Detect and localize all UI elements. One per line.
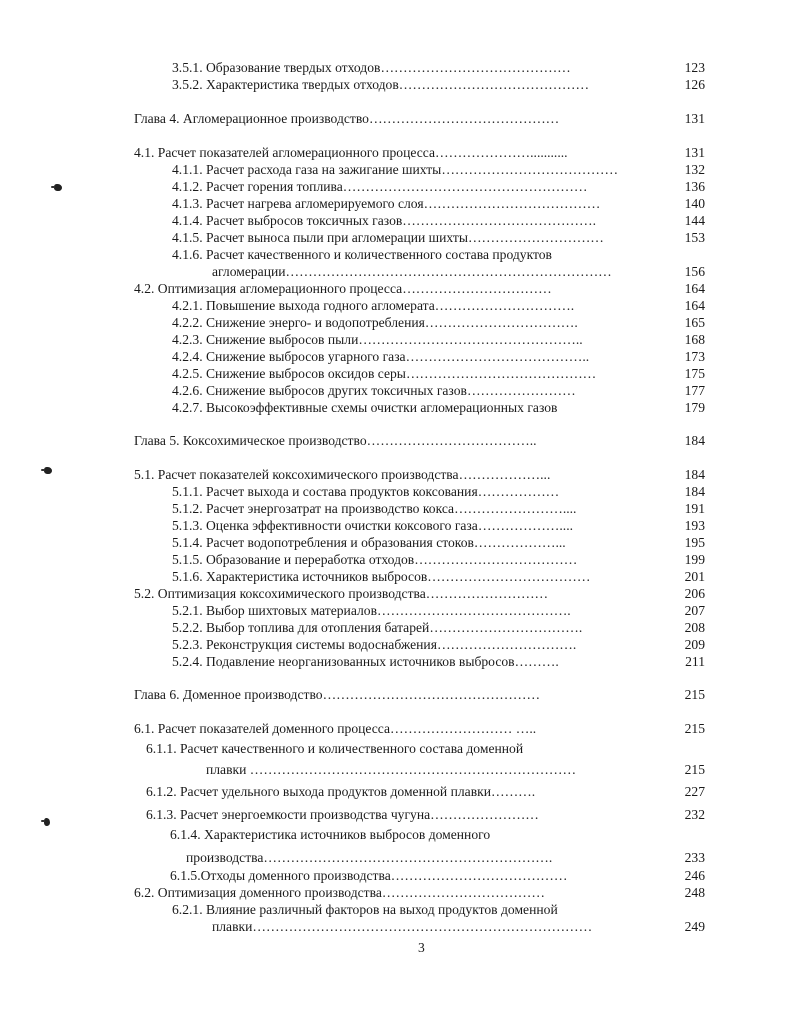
toc-chapter-5: Глава 5. Коксохимическое производство……………………………….. bbox=[134, 433, 537, 448]
toc-entry-4-2-7: 4.2.7. Высокоэффективные схемы очистки агломерационных газов bbox=[172, 400, 558, 415]
toc-entry-4-1: 4.1. Расчет показателей агломерационного процесса…………………........... bbox=[134, 145, 568, 160]
toc-entry-6-1-2: 6.1.2. Расчет удельного выхода продуктов доменной плавки………. bbox=[146, 784, 536, 799]
toc-entry-5-2-4: 5.2.4. Подавление неорганизованных источников выбросов………. bbox=[172, 654, 559, 669]
toc-page-num: 201 bbox=[684, 569, 705, 584]
toc-entry-4-2-6: 4.2.6. Снижение выбросов других токсичных газов…………………… bbox=[172, 383, 576, 398]
toc-page-num: 248 bbox=[684, 885, 705, 900]
toc-entry-5-1-3: 5.1.3. Оценка эффективности очистки коксового газа……………….... bbox=[172, 518, 573, 533]
toc-page-num: 246 bbox=[684, 868, 705, 883]
toc-entry-5-2-3: 5.2.3. Реконструкция системы водоснабжения…………………………. bbox=[172, 637, 577, 652]
toc-chapter-6: Глава 6. Доменное производство………………………………………… bbox=[134, 687, 541, 702]
toc-page-num: 208 bbox=[684, 620, 705, 635]
toc-page-num: 227 bbox=[684, 784, 705, 799]
toc-entry-6-1-1: 6.1.1. Расчет качественного и количественного состава доменной bbox=[146, 741, 524, 756]
toc-page-num: 173 bbox=[684, 349, 705, 364]
scan-speck bbox=[44, 818, 50, 826]
toc-entry-5-2-1: 5.2.1. Выбор шихтовых материалов……………………………………. bbox=[172, 603, 571, 618]
toc-entry-6-2: 6.2. Оптимизация доменного производства……………………………… bbox=[134, 885, 545, 900]
toc-chapter-4: Глава 4. Агломерационное производство…………………………………… bbox=[134, 111, 560, 126]
toc-entry-4-1-3: 4.1.3. Расчет нагрева агломерируемого слоя………………………………… bbox=[172, 196, 601, 211]
toc-entry-4-1-2: 4.1.2. Расчет горения топлива……………………………………………… bbox=[172, 179, 588, 194]
toc-page-num: 215 bbox=[684, 721, 705, 736]
toc-entry-5-1-6: 5.1.6. Характеристика источников выбросов……………………………… bbox=[172, 569, 591, 584]
toc-entry-5-2-2: 5.2.2. Выбор топлива для отопления батарей……………………………. bbox=[172, 620, 583, 635]
toc-entry-5-1-1: 5.1.1. Расчет выхода и состава продуктов коксования……………… bbox=[172, 484, 560, 499]
toc-page-num: 215 bbox=[684, 687, 705, 702]
toc-entry-4-1-6: 4.1.6. Расчет качественного и количественного состава продуктов bbox=[172, 247, 552, 262]
toc-entry-4-2-4: 4.2.4. Снижение выбросов угарного газа………………………………….. bbox=[172, 349, 590, 364]
toc-entry-6-1-4: 6.1.4. Характеристика источников выбросов доменного bbox=[170, 827, 491, 842]
toc-entry-6-2-1: 6.2.1. Влияние различный факторов на выход продуктов доменной bbox=[172, 902, 558, 917]
toc-page-num: 215 bbox=[684, 762, 705, 777]
toc-page-num: 211 bbox=[685, 654, 705, 669]
toc-entry-5-1-5: 5.1.5. Образование и переработка отходов……………………………… bbox=[172, 552, 578, 567]
toc-entry-4-2-5: 4.2.5. Снижение выбросов оксидов серы…………………………………… bbox=[172, 366, 597, 381]
toc-page-num: 184 bbox=[684, 484, 705, 499]
toc-entry-4-1-4: 4.1.4. Расчет выбросов токсичных газов……………………………………. bbox=[172, 213, 596, 228]
toc-page-num: 191 bbox=[684, 501, 705, 516]
toc-entry-3-5-2: 3.5.2. Характеристика твердых отходов…………………………………… bbox=[172, 77, 590, 92]
toc-page-num: 232 bbox=[684, 807, 705, 822]
toc-page-num: 132 bbox=[684, 162, 705, 177]
toc-page-num: 199 bbox=[684, 552, 705, 567]
toc-page-num: 177 bbox=[684, 383, 705, 398]
toc-page-num: 140 bbox=[684, 196, 705, 211]
toc-entry-3-5-1: 3.5.1. Образование твердых отходов…………………………………… bbox=[172, 60, 571, 75]
toc-entry-6-2-1-cont: плавки………………………………………………………………… bbox=[212, 919, 593, 934]
toc-page-num: 131 bbox=[684, 111, 705, 126]
toc-entry-5-2: 5.2. Оптимизация коксохимического производства……………………… bbox=[134, 586, 549, 601]
scan-speck bbox=[44, 467, 52, 474]
toc-page-num: 184 bbox=[684, 433, 705, 448]
toc-entry-6-1-4-cont: производства………………………………………………………. bbox=[186, 850, 553, 865]
toc-page-num: 249 bbox=[684, 919, 705, 934]
toc-entry-4-2-1: 4.2.1. Повышение выхода годного агломерата…………………………. bbox=[172, 298, 575, 313]
toc-page-num: 168 bbox=[684, 332, 705, 347]
toc-page-num: 209 bbox=[684, 637, 705, 652]
toc-page-num: 164 bbox=[684, 298, 705, 313]
toc-entry-6-1-5: 6.1.5.Отходы доменного производства………………………………… bbox=[170, 868, 568, 883]
toc-page-num: 207 bbox=[684, 603, 705, 618]
toc-page-num: 206 bbox=[684, 586, 705, 601]
toc-page-num: 184 bbox=[684, 467, 705, 482]
toc-entry-4-1-5: 4.1.5. Расчет выноса пыли при агломерации шихты………………………… bbox=[172, 230, 604, 245]
toc-page-num: 126 bbox=[684, 77, 705, 92]
toc-page-num: 136 bbox=[684, 179, 705, 194]
toc-page-num: 144 bbox=[684, 213, 705, 228]
toc-entry-5-1-2: 5.1.2. Расчет энергозатрат на производство кокса…………………….... bbox=[172, 501, 577, 516]
toc-entry-6-1-1-cont: плавки ……………………………………………………………… bbox=[206, 762, 577, 777]
toc-page-num: 123 bbox=[684, 60, 705, 75]
toc-entry-4-2: 4.2. Оптимизация агломерационного процесса…………………………… bbox=[134, 281, 552, 296]
toc-entry-5-1-4: 5.1.4. Расчет водопотребления и образования стоков………………... bbox=[172, 535, 566, 550]
toc-entry-4-1-1: 4.1.1. Расчет расхода газа на зажигание шихты………………………………… bbox=[172, 162, 619, 177]
toc-entry-4-2-3: 4.2.3. Снижение выбросов пыли………………………………………….. bbox=[172, 332, 583, 347]
toc-page-num: 193 bbox=[684, 518, 705, 533]
page-number: 3 bbox=[418, 940, 425, 955]
toc-page-num: 153 bbox=[684, 230, 705, 245]
toc-entry-6-1-3: 6.1.3. Расчет энергоемкости производства чугуна…………………… bbox=[146, 807, 539, 822]
toc-page-num: 131 bbox=[684, 145, 705, 160]
toc-page-num: 179 bbox=[684, 400, 705, 415]
toc-entry-4-2-2: 4.2.2. Снижение энерго- и водопотребления……………………………. bbox=[172, 315, 578, 330]
scan-speck bbox=[54, 184, 62, 191]
toc-page-num: 156 bbox=[684, 264, 705, 279]
toc-page-num: 175 bbox=[684, 366, 705, 381]
toc-page-num: 233 bbox=[684, 850, 705, 865]
toc-entry-5-1: 5.1. Расчет показателей коксохимического производства………………... bbox=[134, 467, 551, 482]
toc-entry-6-1: 6.1. Расчет показателей доменного процесса……………………… ….. bbox=[134, 721, 537, 736]
toc-page-num: 165 bbox=[684, 315, 705, 330]
toc-entry-4-1-6-cont: агломерации……………………………………………………………… bbox=[212, 264, 612, 279]
toc-page-num: 195 bbox=[684, 535, 705, 550]
toc-page-num: 164 bbox=[684, 281, 705, 296]
